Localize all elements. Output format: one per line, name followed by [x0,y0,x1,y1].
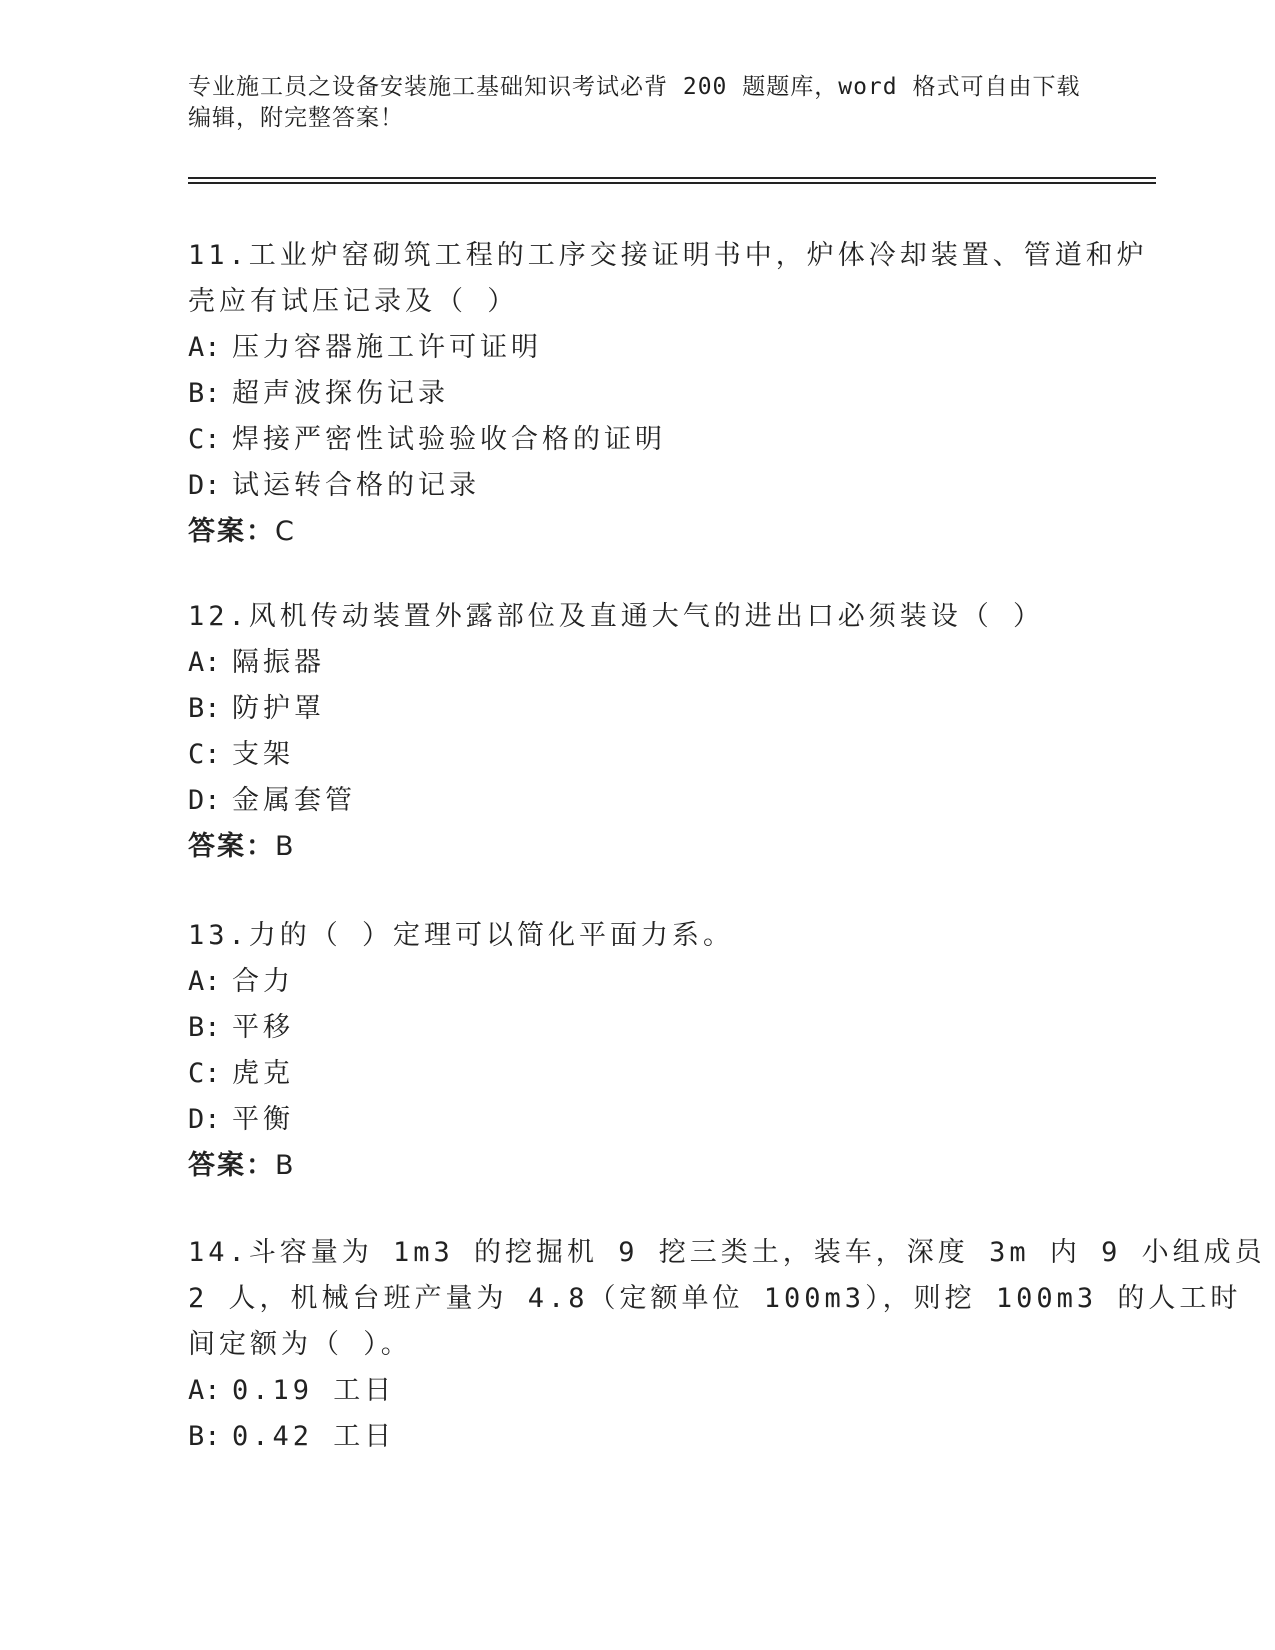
option-a [188,1368,1108,1414]
option-text: 平移 [232,1012,294,1043]
question-stem-line: 壳应有试压记录及（ ） [188,286,519,317]
option-key: D: [188,785,221,816]
option-text: 试运转合格的记录 [232,470,480,501]
option-a [188,959,1108,1005]
option-text: 虎克 [232,1058,294,1089]
option-c [188,1051,1108,1097]
option-d [188,463,1108,509]
option-text: 合力 [232,966,294,997]
option-b [188,1005,1108,1051]
question-stem [188,594,1108,640]
header-line-2: 编辑，附完整答案！ [188,105,404,131]
option-c [188,417,1108,463]
answer-line [188,824,1108,870]
option-a [188,640,1108,686]
question-stem-line: 11.工业炉窑砌筑工程的工序交接证明书中，炉体冷却装置、管道和炉 [188,240,1148,271]
option-text: 0.19 工日 [232,1375,396,1406]
option-d [188,1097,1108,1143]
option-key: C: [188,424,221,455]
question-stem [188,1230,1266,1368]
option-d [188,778,1108,824]
option-key: A: [188,647,221,678]
option-b [188,371,1108,417]
answer-label: 答案： [188,516,275,547]
option-c [188,732,1108,778]
question-14 [188,1230,1266,1460]
question-stem-line: 12.风机传动装置外露部位及直通大气的进出口必须装设（ ） [188,601,1045,632]
answer-label: 答案： [188,1150,275,1181]
header-divider-bottom [188,182,1156,184]
option-key: C: [188,1058,221,1089]
question-12 [188,594,1108,870]
answer-value: B [275,831,296,862]
option-text: 焊接严密性试验验收合格的证明 [232,424,666,455]
header-line-1: 专业施工员之设备安装施工基础知识考试必背 200 题题库，word 格式可自由下载 [188,74,1081,100]
header-divider-top [188,177,1156,179]
option-key: B: [188,378,221,409]
question-stem [188,913,1108,959]
option-key: D: [188,470,221,501]
option-a [188,325,1108,371]
option-text: 平衡 [232,1104,294,1135]
answer-value: B [275,1150,296,1181]
answer-value: C [275,516,296,547]
answer-line [188,509,1108,555]
option-text: 0.42 工日 [232,1421,396,1452]
question-stem-line: 间定额为（ ）。 [188,1329,412,1360]
question-stem-line: 2 人，机械台班产量为 4.8（定额单位 100m3），则挖 100m3 的人工时 [188,1283,1242,1314]
option-text: 防护罩 [232,693,325,724]
option-text: 隔振器 [232,647,325,678]
option-key: A: [188,1375,221,1406]
question-13 [188,913,1108,1189]
option-key: B: [188,1421,221,1452]
option-key: B: [188,693,221,724]
document-header [188,72,1088,134]
option-b [188,1414,1108,1460]
answer-line [188,1143,1108,1189]
option-text: 金属套管 [232,785,356,816]
option-key: D: [188,1104,221,1135]
option-text: 超声波探伤记录 [232,378,449,409]
question-11 [188,233,1148,555]
question-stem [188,233,1148,325]
answer-label: 答案： [188,831,275,862]
option-key: C: [188,739,221,770]
option-text: 压力容器施工许可证明 [232,332,542,363]
option-key: A: [188,332,221,363]
option-text: 支架 [232,739,294,770]
option-key: B: [188,1012,221,1043]
option-key: A: [188,966,221,997]
question-stem-line: 14.斗容量为 1m3 的挖掘机 9 挖三类土，装车，深度 3m 内 9 小组成员 [188,1237,1266,1268]
option-b [188,686,1108,732]
question-stem-line: 13.力的（ ）定理可以简化平面力系。 [188,920,735,951]
